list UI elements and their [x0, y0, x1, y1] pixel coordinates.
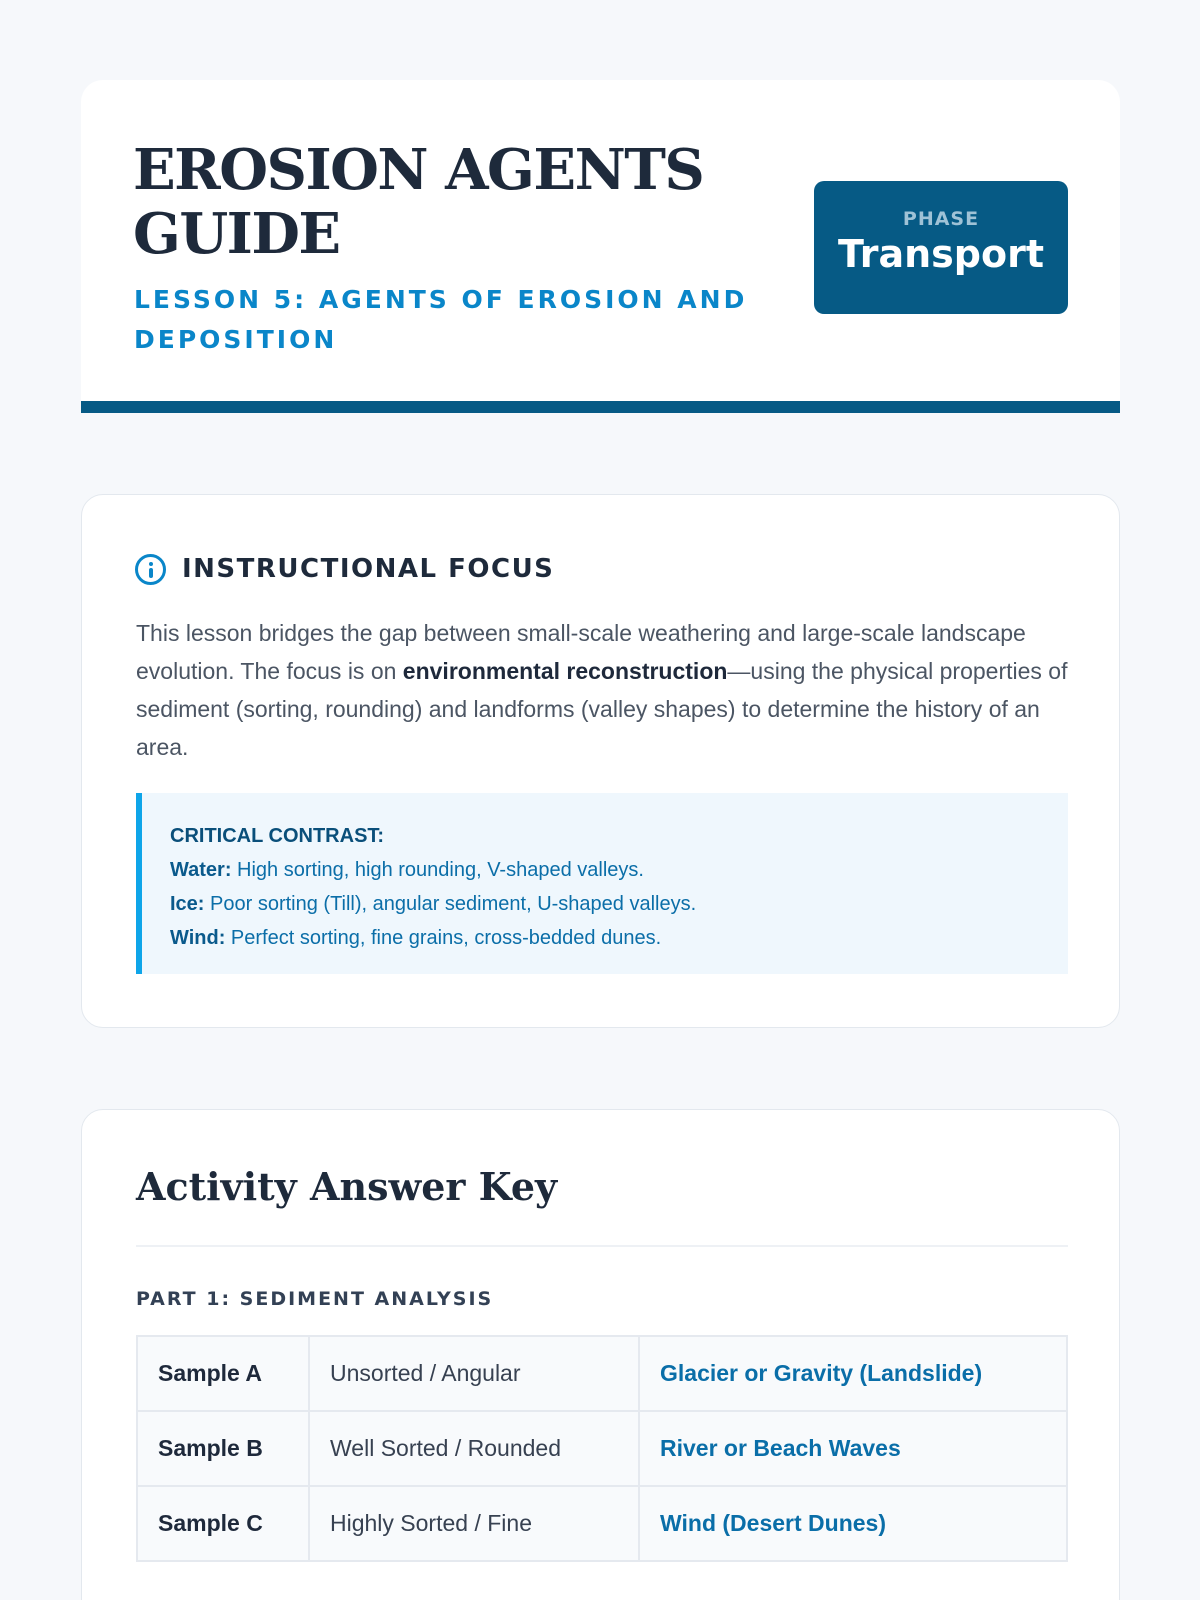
focus-body-bold: environmental reconstruction [402, 658, 728, 684]
focus-body-after: —using the physical properties of sediment (sorting, rounding) and landforms (valley shapes) to determine the history of an area. [136, 658, 1068, 760]
description-cell: Well Sorted / Rounded [309, 1411, 639, 1486]
divider [136, 1245, 1068, 1247]
contrast-agent: Wind: [170, 927, 226, 949]
answer-key-title: Activity Answer Key [136, 1164, 558, 1209]
description-cell: Highly Sorted / Fine [309, 1486, 639, 1561]
contrast-line [170, 921, 1068, 955]
contrast-agent: Water: [170, 859, 232, 881]
part-label: PART 1: SEDIMENT ANALYSIS [136, 1288, 494, 1310]
sample-cell: Sample C [137, 1486, 309, 1561]
instructional-focus-card [81, 494, 1120, 1028]
contrast-heading: CRITICAL CONTRAST: [170, 825, 385, 847]
contrast-text: High sorting, high rounding, V-shaped valleys. [231, 859, 644, 881]
info-icon [135, 554, 166, 585]
phase-value: Transport [837, 232, 1044, 276]
agent-cell: River or Beach Waves [639, 1411, 1067, 1486]
focus-body [136, 614, 1076, 766]
agent-cell: Glacier or Gravity (Landslide) [639, 1336, 1067, 1411]
contrast-text: Poor sorting (Till), angular sediment, U-shaped valleys. [204, 893, 697, 915]
contrast-line [170, 887, 1068, 921]
phase-badge [814, 181, 1068, 314]
sample-cell: Sample B [137, 1411, 309, 1486]
focus-title: INSTRUCTIONAL FOCUS [182, 554, 555, 584]
sediment-analysis-table [136, 1335, 1068, 1562]
sample-cell: Sample A [137, 1336, 309, 1411]
contrast-line [170, 853, 1068, 887]
critical-contrast-box [136, 793, 1068, 974]
focus-body-before: This lesson bridges the gap between small-scale weathering and large-scale landscape evolution. The focus is on [136, 620, 1026, 684]
table-row [137, 1411, 1067, 1486]
header-card [81, 80, 1120, 413]
contrast-text: Perfect sorting, fine grains, cross-bedded dunes. [225, 927, 662, 949]
focus-heading [135, 553, 554, 585]
lesson-subtitle: LESSON 5: AGENTS OF EROSION AND DEPOSITION [134, 285, 748, 354]
table-row [137, 1336, 1067, 1411]
page-title: EROSION AGENTS GUIDE [133, 137, 704, 267]
agent-cell: Wind (Desert Dunes) [639, 1486, 1067, 1561]
phase-label: PHASE [902, 208, 980, 230]
description-cell: Unsorted / Angular [309, 1336, 639, 1411]
table-row [137, 1486, 1067, 1561]
answer-key-card [81, 1109, 1120, 1600]
contrast-agent: Ice: [170, 893, 205, 915]
